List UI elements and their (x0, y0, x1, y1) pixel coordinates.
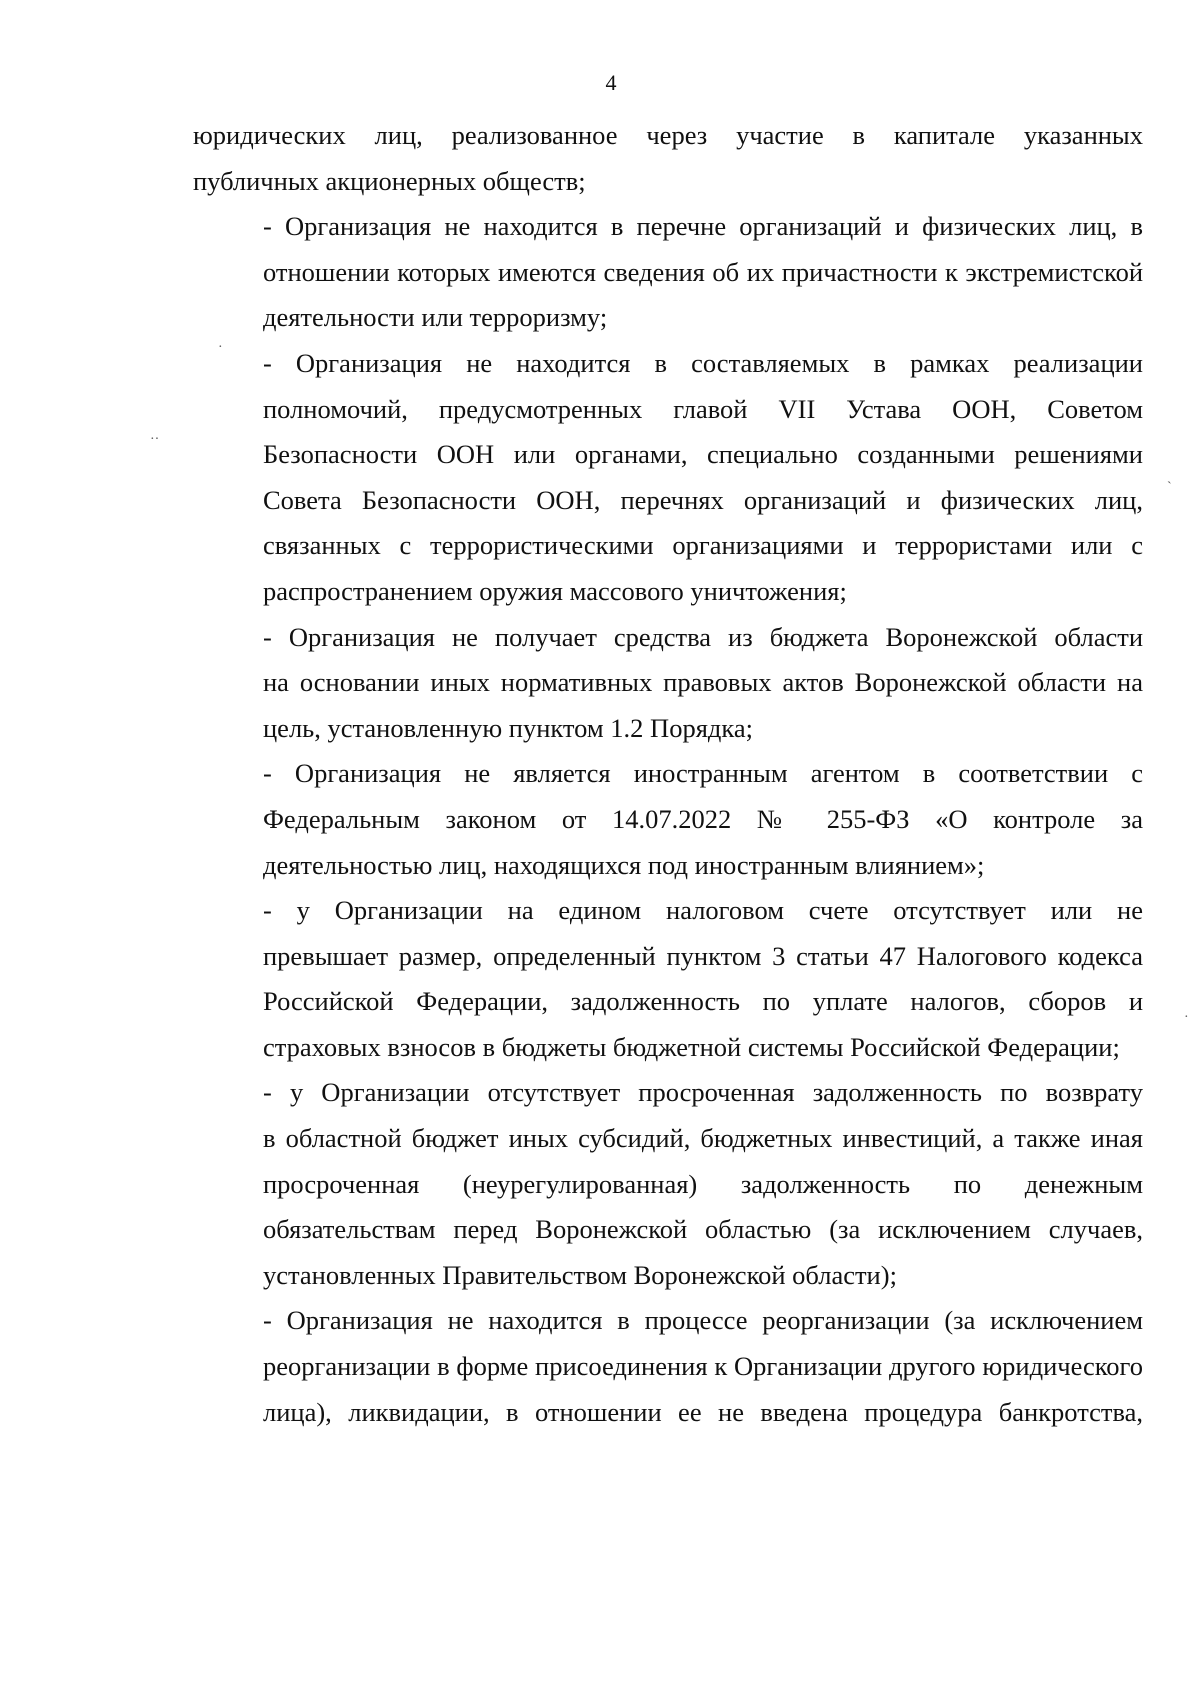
text-line: - Организация не является иностранным агентом в соответствии с (263, 758, 1143, 789)
text-line: лица), ликвидации, в отношении ее не введена процедура банкротства, (263, 1396, 1143, 1427)
paragraph (193, 751, 1143, 888)
text-line: деятельности или терроризму; (263, 302, 608, 333)
document-body (193, 113, 1143, 1435)
text-line: публичных акционерных обществ; (193, 165, 586, 196)
text-line: цель, установленную пунктом 1.2 Порядка; (263, 712, 753, 743)
text-line: Безопасности ООН или органами, специально созданными решениями (263, 439, 1143, 470)
text-line: деятельностью лиц, находящихся под иностранным влиянием»; (263, 849, 985, 880)
text-line: связанных с террористическими организациями и террористами или с (263, 530, 1143, 561)
text-line: - Организация не находится в перечне организаций и физических лиц, в (263, 211, 1143, 242)
text-line: установленных Правительством Воронежской области); (263, 1259, 897, 1290)
paragraph (193, 615, 1143, 752)
scan-speck: ·· (150, 432, 160, 447)
page-number: 4 (605, 70, 617, 95)
text-line: превышает размер, определенный пунктом 3 статьи 47 Налогового кодекса (263, 940, 1143, 971)
paragraph (193, 204, 1143, 341)
paragraph (193, 1298, 1143, 1435)
text-line: - Организация не находится в составляемых в рамках реализации (263, 347, 1143, 378)
text-line: - у Организации отсутствует просроченная задолженность по возврату (263, 1077, 1143, 1108)
text-line: Федеральным законом от 14.07.2022 № 255-ФЗ «О контроле за (263, 803, 1143, 834)
text-line: распространением оружия массового уничтожения; (263, 575, 847, 606)
paragraph (193, 113, 1143, 204)
paragraph (193, 888, 1143, 1070)
text-line: - у Организации на едином налоговом счете отсутствует или не (263, 895, 1143, 926)
text-line: - Организация не находится в процессе реорганизации (за исключением (263, 1305, 1143, 1336)
text-line: отношении которых имеются сведения об их причастности к экстремистской (263, 256, 1143, 287)
text-line: просроченная (неурегулированная) задолженность по денежным (263, 1168, 1143, 1199)
text-line: обязательствам перед Воронежской областью (за исключением случаев, (263, 1214, 1143, 1245)
scan-speck: · (218, 340, 223, 355)
text-line: полномочий, предусмотренных главой VII Устава ООН, Советом (263, 393, 1143, 424)
text-line: на основании иных нормативных правовых актов Воронежской области на (263, 667, 1143, 698)
text-line: Совета Безопасности ООН, перечнях организаций и физических лиц, (263, 484, 1143, 515)
scan-speck: · (1184, 1010, 1189, 1025)
text-line: страховых взносов в бюджеты бюджетной системы Российской Федерации; (263, 1031, 1120, 1062)
paragraph (193, 341, 1143, 615)
text-line: в областной бюджет иных субсидий, бюджетных инвестиций, а также иная (263, 1123, 1143, 1154)
text-line: - Организация не получает средства из бюджета Воронежской области (263, 621, 1143, 652)
text-line: Российской Федерации, задолженность по уплате налогов, сборов и (263, 986, 1143, 1017)
scan-speck: ` (1167, 480, 1172, 495)
text-line: юридических лиц, реализованное через участие в капитале указанных (193, 120, 1143, 150)
text-line: реорганизации в форме присоединения к Организации другого юридического (263, 1351, 1143, 1382)
paragraph (193, 1070, 1143, 1298)
